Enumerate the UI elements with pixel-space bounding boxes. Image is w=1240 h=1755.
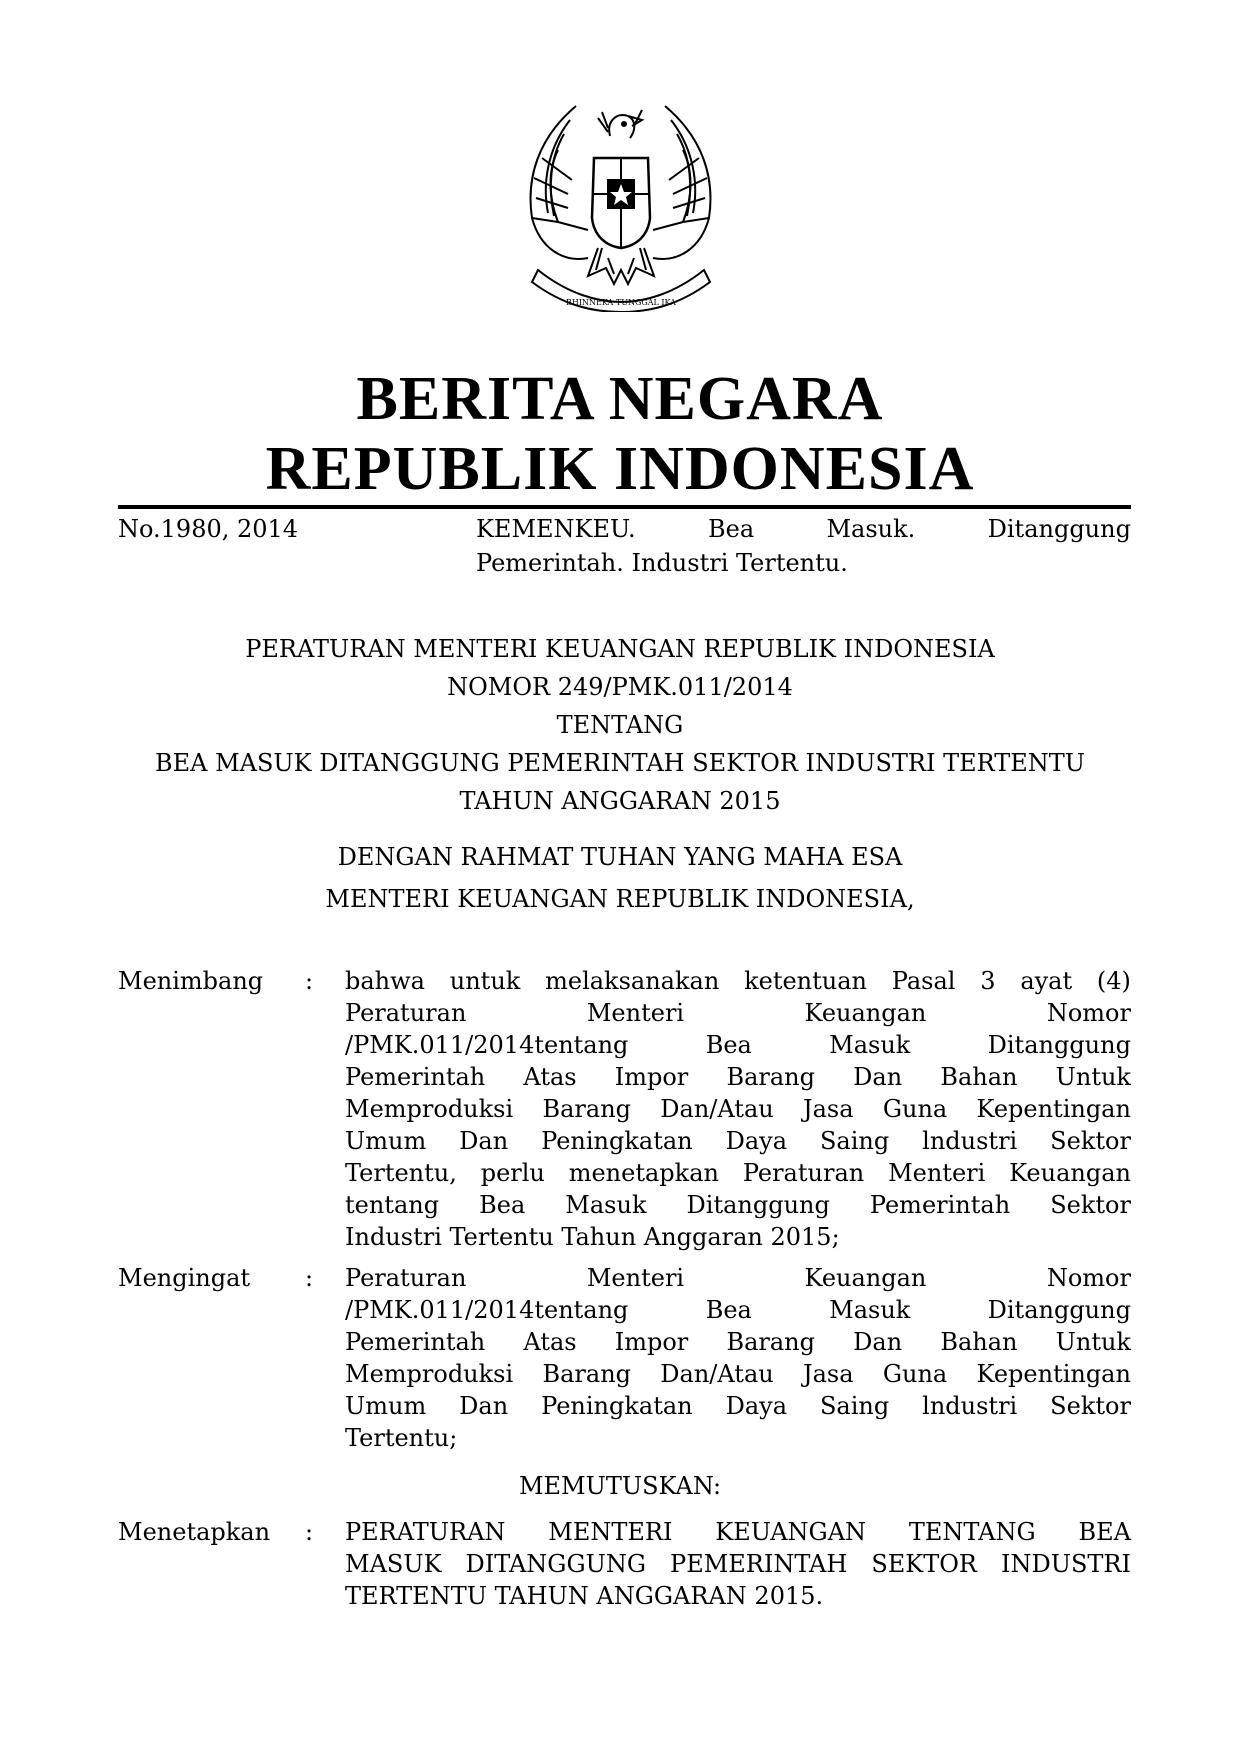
word: Saing: [819, 1127, 890, 1155]
word: TENTANG: [908, 1518, 1036, 1546]
memutuskan-heading: MEMUTUSKAN:: [518, 1472, 722, 1500]
regulation-title: PERATURAN MENTERI KEUANGAN REPUBLIK INDONESIA: [245, 635, 995, 663]
word: bahwa: [345, 967, 425, 995]
word: Atas: [523, 1063, 577, 1091]
mengingat-line: [345, 1358, 1131, 1390]
word: Barang: [542, 1360, 632, 1388]
word: Dan: [459, 1392, 509, 1420]
word: Peningkatan: [541, 1392, 693, 1420]
word: Guna: [882, 1360, 948, 1388]
menimbang-text: [345, 965, 1131, 1253]
word: Bahan: [940, 1328, 1018, 1356]
word: Dan/Atau: [660, 1360, 774, 1388]
word: tentang: [345, 1191, 440, 1219]
word: Barang: [726, 1063, 815, 1091]
word: Umum: [345, 1127, 427, 1155]
mengingat-label: Mengingat: [118, 1264, 251, 1292]
word: (4): [1096, 967, 1131, 995]
regulation-about: TENTANG: [556, 711, 684, 739]
word: Sektor: [1050, 1191, 1131, 1219]
word: Barang: [726, 1328, 815, 1356]
word: INDUSTRI: [1001, 1550, 1131, 1578]
word: Saing: [819, 1392, 890, 1420]
word: Sektor: [1050, 1392, 1131, 1420]
menimbang-line: [345, 965, 1131, 997]
word: /PMK.011/2014tentang: [345, 1296, 629, 1324]
word: Ditanggung: [686, 1191, 830, 1219]
word: Peningkatan: [541, 1127, 693, 1155]
word: Tertentu,: [345, 1159, 457, 1187]
mengingat-line: [345, 1390, 1131, 1422]
word: Daya: [725, 1392, 787, 1420]
menimbang-colon: :: [305, 967, 314, 995]
word: Peraturan: [742, 1159, 865, 1187]
mengingat-line: [345, 1422, 1131, 1454]
word: KEMENKEU.: [476, 515, 636, 543]
word: PERATURAN: [345, 1518, 506, 1546]
word: Masuk: [829, 1031, 911, 1059]
regulation-year: TAHUN ANGGARAN 2015: [459, 787, 781, 815]
word: Ditanggung: [987, 1031, 1131, 1059]
header-divider: [118, 505, 1131, 509]
word: ketentuan: [744, 967, 867, 995]
word: Nomor: [1046, 999, 1131, 1027]
word: Ditanggung: [987, 515, 1131, 543]
word: menetapkan: [568, 1159, 719, 1187]
menimbang-line: [345, 1189, 1131, 1221]
word: Masuk: [565, 1191, 647, 1219]
word: Dan/Atau: [660, 1095, 774, 1123]
word: Atas: [523, 1328, 577, 1356]
gazette-number: No.1980, 2014: [118, 515, 299, 543]
word: melaksanakan: [545, 967, 720, 995]
word: Pemerintah: [869, 1191, 1011, 1219]
word: Peraturan: [345, 1264, 467, 1292]
word: MASUK: [345, 1550, 442, 1578]
word: Bea: [705, 1296, 752, 1324]
gazette-description-line-1: [476, 512, 1131, 546]
word: Dan: [459, 1127, 509, 1155]
word: Pemerintah: [345, 1063, 486, 1091]
word: Bahan: [940, 1063, 1018, 1091]
word: Guna: [882, 1095, 948, 1123]
menimbang-line: [345, 1221, 1131, 1253]
word: Ditanggung: [987, 1296, 1131, 1324]
word: perlu: [480, 1159, 545, 1187]
word: Jasa: [803, 1095, 854, 1123]
invocation: DENGAN RAHMAT TUHAN YANG MAHA ESA: [337, 843, 903, 871]
menimbang-line: [345, 1157, 1131, 1189]
menimbang-line: [345, 1125, 1131, 1157]
word: SEKTOR: [871, 1550, 977, 1578]
word: Impor: [614, 1063, 689, 1091]
word: Pemerintah: [345, 1328, 486, 1356]
garuda-emblem: [518, 98, 723, 312]
word: Menteri: [888, 1159, 986, 1187]
menimbang-label: Menimbang: [118, 967, 264, 995]
word: lndustri: [922, 1127, 1018, 1155]
word: PEMERINTAH: [670, 1550, 848, 1578]
gazette-description-line-2: Pemerintah. Industri Tertentu.: [476, 549, 848, 577]
word: MENTERI: [548, 1518, 673, 1546]
word: Untuk: [1055, 1063, 1131, 1091]
word: Barang: [542, 1095, 632, 1123]
mengingat-line: [345, 1294, 1131, 1326]
mengingat-line: [345, 1326, 1131, 1358]
menetapkan-colon: :: [305, 1518, 314, 1546]
word: Tertentu;: [345, 1424, 458, 1452]
word: untuk: [449, 967, 521, 995]
menimbang-line: [345, 1029, 1131, 1061]
word: KEUANGAN: [715, 1518, 867, 1546]
word: Bea: [707, 515, 755, 543]
word: Menteri: [586, 1264, 685, 1292]
word: Menteri: [586, 999, 685, 1027]
mengingat-colon: :: [305, 1264, 314, 1292]
word: Masuk.: [826, 515, 916, 543]
word: Kepentingan: [976, 1095, 1131, 1123]
word: ayat: [1020, 967, 1073, 995]
word: Nomor: [1046, 1264, 1131, 1292]
word: Bea: [705, 1031, 752, 1059]
word: Masuk: [829, 1296, 911, 1324]
emblem-motto: BHINNEKA TUNGGAL IKA: [566, 298, 676, 307]
menimbang-line: [345, 1093, 1131, 1125]
word: BEA: [1078, 1518, 1131, 1546]
word: TERTENTU TAHUN ANGGARAN 2015.: [345, 1582, 824, 1610]
word: Dan: [853, 1328, 903, 1356]
word: Bea: [479, 1191, 526, 1219]
word: Pasal: [891, 967, 956, 995]
word: Jasa: [803, 1360, 854, 1388]
word: Keuangan: [1009, 1159, 1131, 1187]
word: lndustri: [922, 1392, 1018, 1420]
regulation-subject: BEA MASUK DITANGGUNG PEMERINTAH SEKTOR INDUSTRI TERTENTU: [154, 749, 1086, 777]
word: Memproduksi: [345, 1360, 514, 1388]
word: Keuangan: [804, 1264, 927, 1292]
word: DITANGGUNG: [465, 1550, 647, 1578]
word: Umum: [345, 1392, 427, 1420]
regulation-number: NOMOR 249/PMK.011/2014: [447, 673, 793, 701]
title-line-1: BERITA NEGARA: [356, 365, 884, 433]
menetapkan-label: Menetapkan: [118, 1518, 271, 1546]
word: /PMK.011/2014tentang: [345, 1031, 629, 1059]
gazette-description: [476, 512, 1131, 580]
menetapkan-text: [345, 1516, 1131, 1612]
word: Memproduksi: [345, 1095, 514, 1123]
word: Untuk: [1055, 1328, 1131, 1356]
word: Industri Tertentu Tahun Anggaran 2015;: [345, 1223, 840, 1251]
word: Sektor: [1050, 1127, 1131, 1155]
menetapkan-line: [345, 1580, 1131, 1612]
title-line-2: REPUBLIK INDONESIA: [265, 435, 975, 503]
word: Keuangan: [804, 999, 927, 1027]
menetapkan-line: [345, 1516, 1131, 1548]
menimbang-line: [345, 1061, 1131, 1093]
menetapkan-line: [345, 1548, 1131, 1580]
word: Peraturan: [345, 999, 467, 1027]
word: Daya: [725, 1127, 787, 1155]
word: Dan: [853, 1063, 903, 1091]
menimbang-line: [345, 997, 1131, 1029]
word: Kepentingan: [976, 1360, 1131, 1388]
mengingat-text: [345, 1262, 1131, 1454]
word: 3: [980, 967, 996, 995]
mengingat-line: [345, 1262, 1131, 1294]
minister-heading: MENTERI KEUANGAN REPUBLIK INDONESIA,: [325, 885, 915, 913]
word: Impor: [614, 1328, 689, 1356]
